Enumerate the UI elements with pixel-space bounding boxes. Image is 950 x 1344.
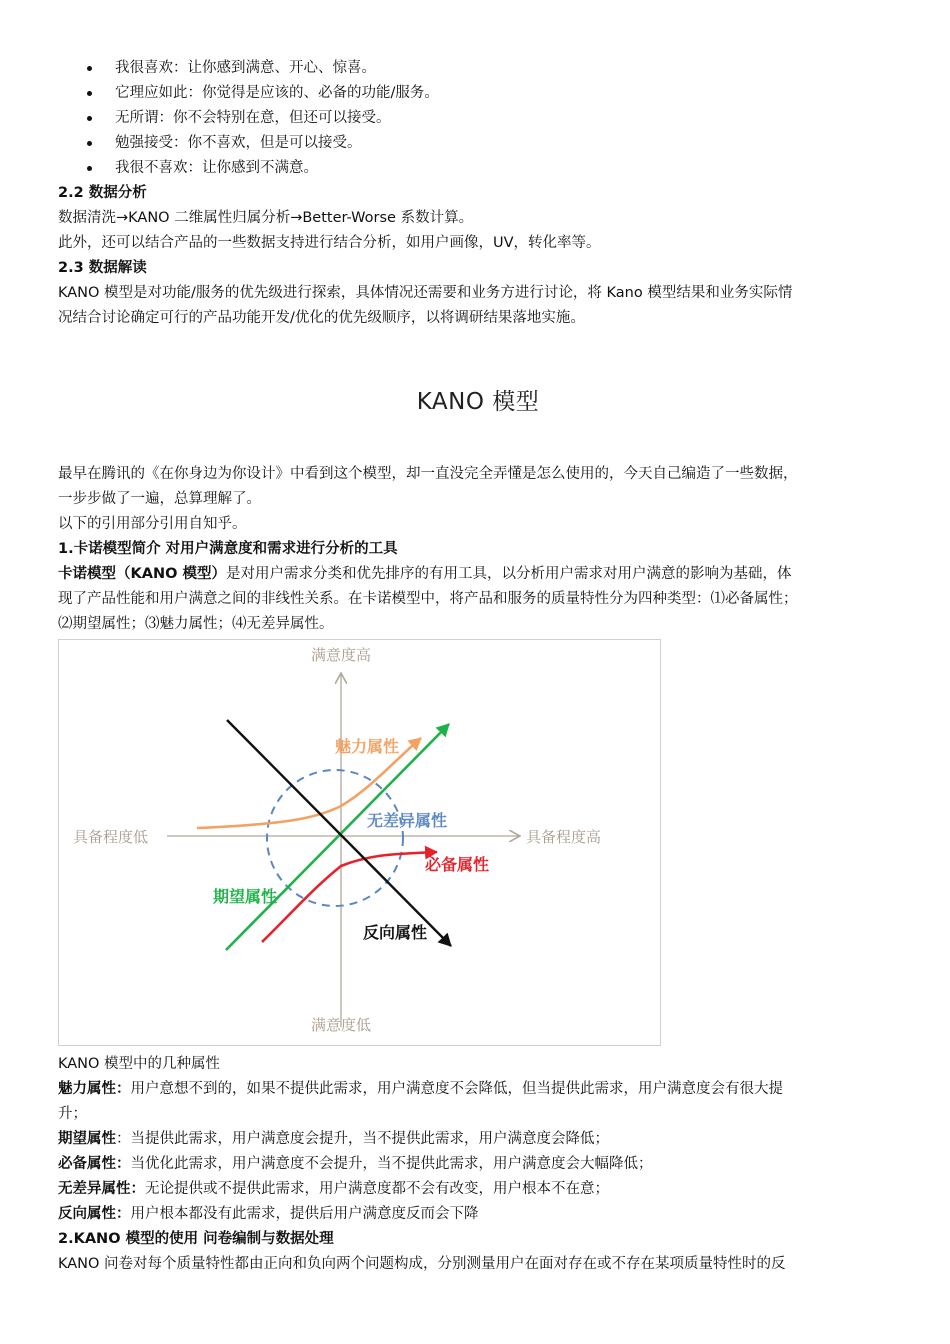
reverse-label: 反向属性 — [363, 923, 428, 942]
indifferent-label: 无差异属性 — [367, 811, 448, 830]
attr-line: 必备属性：当优化此需求，用户满意度不会提升，当不提供此需求，用户满意度会大幅降低； — [58, 1156, 653, 1172]
y-axis-top-label: 满意度高 — [310, 646, 372, 664]
paragraph: 以下的引用部分引用自知乎。 — [58, 516, 247, 532]
paragraph: 卡诺模型（KANO 模型）是对用户需求分类和优先排序的有用工具，以分析用户需求对用户满意的影响为基础，体 — [58, 566, 792, 582]
page-title: KANO 模型 — [416, 389, 540, 415]
section-heading-2-2: 2.2 数据分析 — [58, 185, 147, 201]
response-options-list — [58, 56, 898, 181]
paragraph: 一步步做了一遍，总算理解了。 — [58, 491, 261, 507]
kano-diagram-svg — [59, 640, 662, 1047]
list-item: 它理应如此：你觉得是应该的、必备的功能/服务。 — [58, 81, 898, 106]
attractive-label: 魅力属性 — [335, 737, 400, 756]
paragraph: 此外，还可以结合产品的一些数据支持进行结合分析，如用户画像，UV，转化率等。 — [58, 235, 601, 251]
document-page — [58, 56, 898, 1277]
paragraph: 最早在腾讯的《在你身边为你设计》中看到这个模型，却一直没完全弄懂是怎么使用的，今天自己编造了一些数据， — [58, 466, 798, 482]
list-item: 勉强接受：你不喜欢，但是可以接受。 — [58, 131, 898, 156]
section-heading-2-3: 2.3 数据解读 — [58, 260, 147, 276]
paragraph: 况结合讨论确定可行的产品功能开发/优化的优先级顺序，以将调研结果落地实施。 — [58, 310, 585, 326]
list-item: 我很喜欢：让你感到满意、开心、惊喜。 — [58, 56, 898, 81]
figure-caption: KANO 模型中的几种属性 — [58, 1056, 221, 1072]
x-axis-left-label: 具备程度低 — [73, 828, 149, 846]
bold-term: 卡诺模型（KANO 模型） — [58, 566, 226, 582]
section-heading-1: 1.卡诺模型简介 对用户满意度和需求进行分析的工具 — [58, 541, 398, 557]
paragraph: KANO 问卷对每个质量特性都由正向和负向两个问题构成，分别测量用户在面对存在或不存在某项质量特性时的反 — [58, 1256, 786, 1272]
y-axis-bottom-label: 满意度低 — [310, 1016, 372, 1034]
paragraph: 数据清洗→KANO 二维属性归属分析→Better-Worse 系数计算。 — [58, 210, 474, 226]
one-dimensional-label: 期望属性 — [213, 887, 278, 906]
paragraph: 现了产品性能和用户满意之间的非线性关系。在卡诺模型中，将产品和服务的质量特性分为四种类型：⑴必备属性； — [58, 591, 798, 607]
must-be-label: 必备属性 — [425, 855, 490, 874]
attr-line: 魅力属性：用户意想不到的，如果不提供此需求，用户满意度不会降低，但当提供此需求，用户满意度会有很大提 — [58, 1081, 783, 1097]
attr-line: 升； — [58, 1106, 87, 1122]
paragraph: ⑵期望属性；⑶魅力属性；⑷无差异属性。 — [58, 616, 334, 632]
x-axis-right-label: 具备程度高 — [526, 828, 602, 846]
kano-model-diagram — [58, 639, 661, 1046]
one-dimensional-line — [226, 724, 449, 950]
section-heading-2: 2.KANO 模型的使用 问卷编制与数据处理 — [58, 1231, 334, 1247]
list-item: 我很不喜欢：让你感到不满意。 — [58, 156, 898, 181]
attr-line: 期望属性：当提供此需求，用户满意度会提升，当不提供此需求，用户满意度会降低； — [58, 1131, 609, 1147]
attr-line: 反向属性：用户根本都没有此需求，提供后用户满意度反而会下降 — [58, 1206, 479, 1222]
attr-line: 无差异属性：无论提供或不提供此需求，用户满意度都不会有改变，用户根本不在意； — [58, 1181, 609, 1197]
paragraph: KANO 模型是对功能/服务的优先级进行探索，具体情况还需要和业务方进行讨论，将 Kano 模型结果和业务实际情 — [58, 285, 793, 301]
list-item: 无所谓：你不会特别在意，但还可以接受。 — [58, 106, 898, 131]
